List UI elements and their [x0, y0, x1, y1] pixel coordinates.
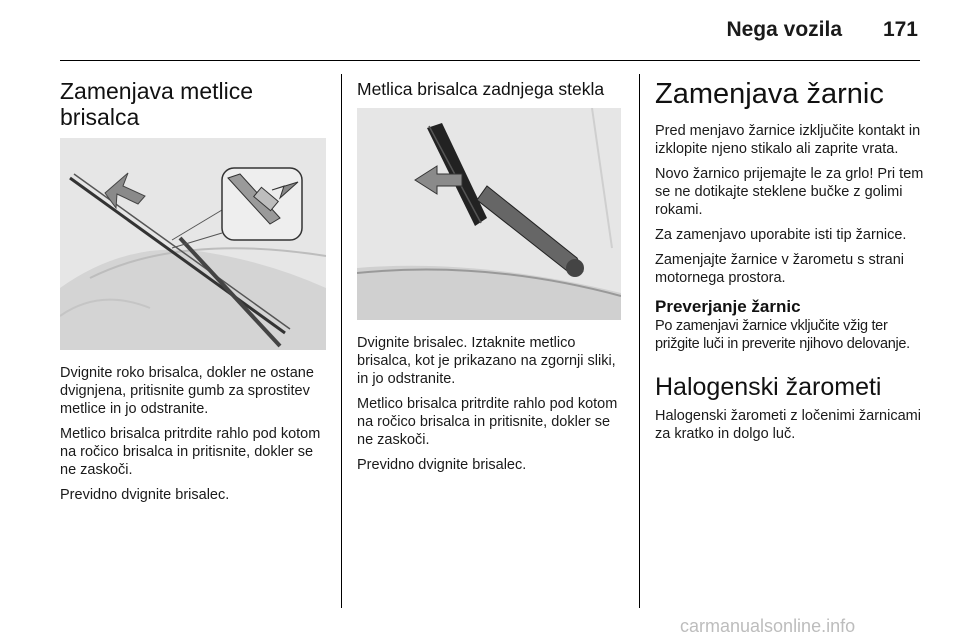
- paragraph: Za zamenjavo uporabite isti tip žarnice.: [655, 227, 907, 243]
- column-divider-1: [341, 74, 342, 608]
- section-heading-wiper-blade: Zamenjava metlice brisalca: [60, 78, 254, 130]
- column-wiper-blade: [60, 78, 326, 511]
- watermark: carmanualsonline.info: [680, 616, 856, 636]
- page-number: 171: [882, 18, 918, 41]
- header-divider: [60, 60, 920, 61]
- paragraph: Halogenski žarometi z ločenimi žarnicami za kratko in dolgo luč.: [655, 408, 921, 442]
- paragraph: Pred menjavo žarnice izključite kontakt in izklopite njeno stikalo ali zaprite vrata.: [655, 123, 921, 157]
- subheading-bulb-check: Preverjanje žarnic: [655, 297, 801, 316]
- column-divider-2: [639, 74, 640, 608]
- paragraph: Metlico brisalca pritrdite rahlo pod kotom na ročico brisalca in pritisnite, dokler se ne zaskoči.: [60, 426, 321, 478]
- paragraph: Previdno dvignite brisalec.: [60, 487, 230, 503]
- section-heading-halogen: Halogenski žarometi: [655, 373, 882, 401]
- section-heading-bulb-replacement: Zamenjava žarnic: [655, 78, 884, 110]
- paragraph: Metlico brisalca pritrdite rahlo pod kotom na ročico brisalca in pritisnite, dokler se ne zaskoči.: [357, 396, 618, 448]
- page-header-title: Nega vozila: [726, 18, 842, 41]
- front-wiper-illustration: [60, 138, 326, 350]
- paragraph: Novo žarnico prijemajte le za grlo! Pri tem se ne dotikajte steklene bučke z golimi rokami.: [655, 166, 924, 218]
- paragraph: Dvignite brisalec. Iztaknite metlico brisalca, kot je prikazano na zgornji sliki, in jo odstranite.: [357, 335, 616, 387]
- section-heading-rear-wiper: Metlica brisalca zadnjega stekla: [357, 79, 605, 99]
- paragraph: Zamenjajte žarnice v žarometu s strani motornega prostora.: [655, 252, 905, 286]
- column-rear-wiper: [357, 78, 627, 481]
- column-bulb-replacement: [655, 78, 927, 450]
- paragraph: Po zamenjavi žarnice vključite vžig ter prižgite luči in preverite njihovo delovanje.: [655, 318, 910, 352]
- paragraph: Dvignite roko brisalca, dokler ne ostane dvignjena, pritisnite gumb za sprostitev metlice in jo odstranite.: [60, 365, 314, 417]
- rear-wiper-illustration: [357, 108, 621, 320]
- paragraph: Previdno dvignite brisalec.: [357, 457, 527, 473]
